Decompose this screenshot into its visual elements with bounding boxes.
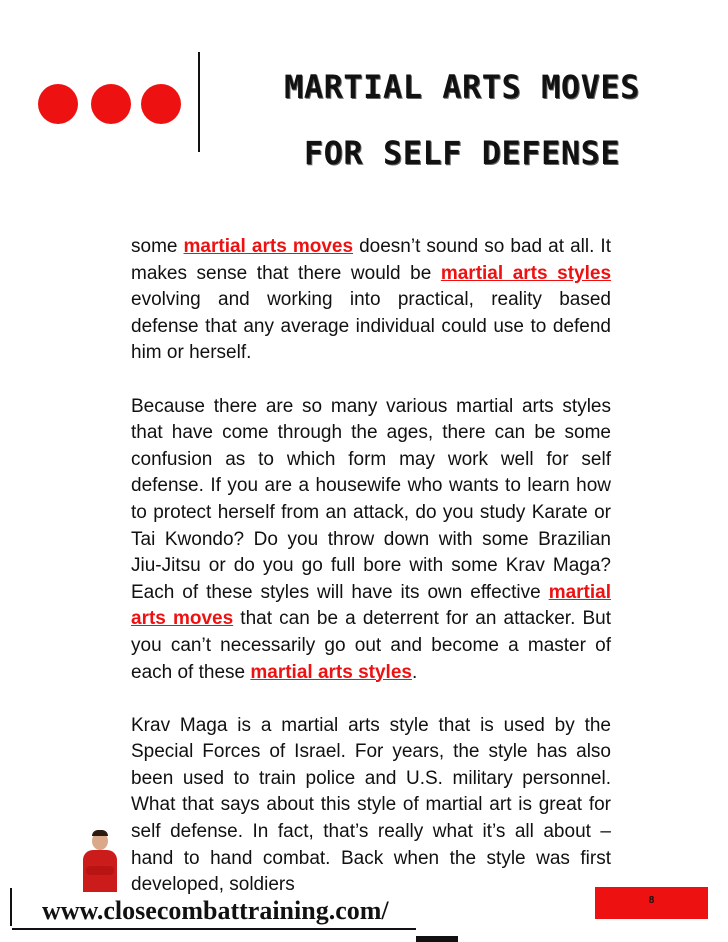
keyword-highlight: martial arts styles — [440, 262, 612, 284]
header-divider — [198, 52, 200, 152]
keyword-highlight: martial arts styles — [250, 661, 412, 683]
page-title-line-1: MARTIAL ARTS MOVES — [284, 68, 640, 106]
keyword-highlight: martial arts moves — [183, 236, 354, 257]
page-title-line-2: FOR SELF DEFENSE — [303, 134, 621, 172]
footer-divider — [10, 888, 12, 926]
page-number: 8 — [648, 895, 655, 906]
red-bullet-dot — [141, 84, 181, 124]
text-run: that can be a deterrent for an attacker. But you can’t necessarily go out and become a master of each of these — [131, 608, 611, 683]
article-body — [131, 234, 611, 925]
keyword-highlight: martial arts moves — [131, 581, 611, 630]
paragraph-1 — [131, 234, 611, 367]
text-run: Krav Maga is a martial arts style that is used by the Special Forces of Israel. For years, the style has also been used to train police and U.S. military personnel. What that says about this style of martial art is great for self defense. In fact, that’s really what it’s all about – hand to hand combat. Back when the style was first developed, soldiers — [131, 714, 611, 896]
page-number-box — [595, 887, 708, 919]
red-bullet-dot — [91, 84, 131, 124]
paragraph-3 — [131, 713, 611, 899]
footer-underline — [12, 928, 416, 930]
paragraph-2 — [131, 394, 611, 687]
text-run: some — [131, 236, 184, 257]
website-link[interactable]: www.closecombattraining.com/ — [42, 896, 389, 925]
text-run: Because there are so many various martial arts styles that have come through the ages, there can be some confusion as to which form may work well for self defense. If you are a housewife who wants to learn how to protect herself from an attack, do you study Karate or Tai Kwondo? Do you throw down with some Brazilian Jiu-Jitsu or do you go full bore with some Krav Maga? Each of these styles will have its own effective — [131, 395, 611, 603]
text-run: evolving and working into practical, reality based defense that any average individual could use to defend him or herself. — [131, 289, 611, 364]
text-run: doesn’t sound so bad at all. It makes sense that there would be — [131, 236, 611, 284]
author-photo — [80, 826, 120, 892]
footer-block — [416, 936, 458, 942]
text-run: . — [411, 661, 418, 683]
red-bullet-dot — [38, 84, 78, 124]
